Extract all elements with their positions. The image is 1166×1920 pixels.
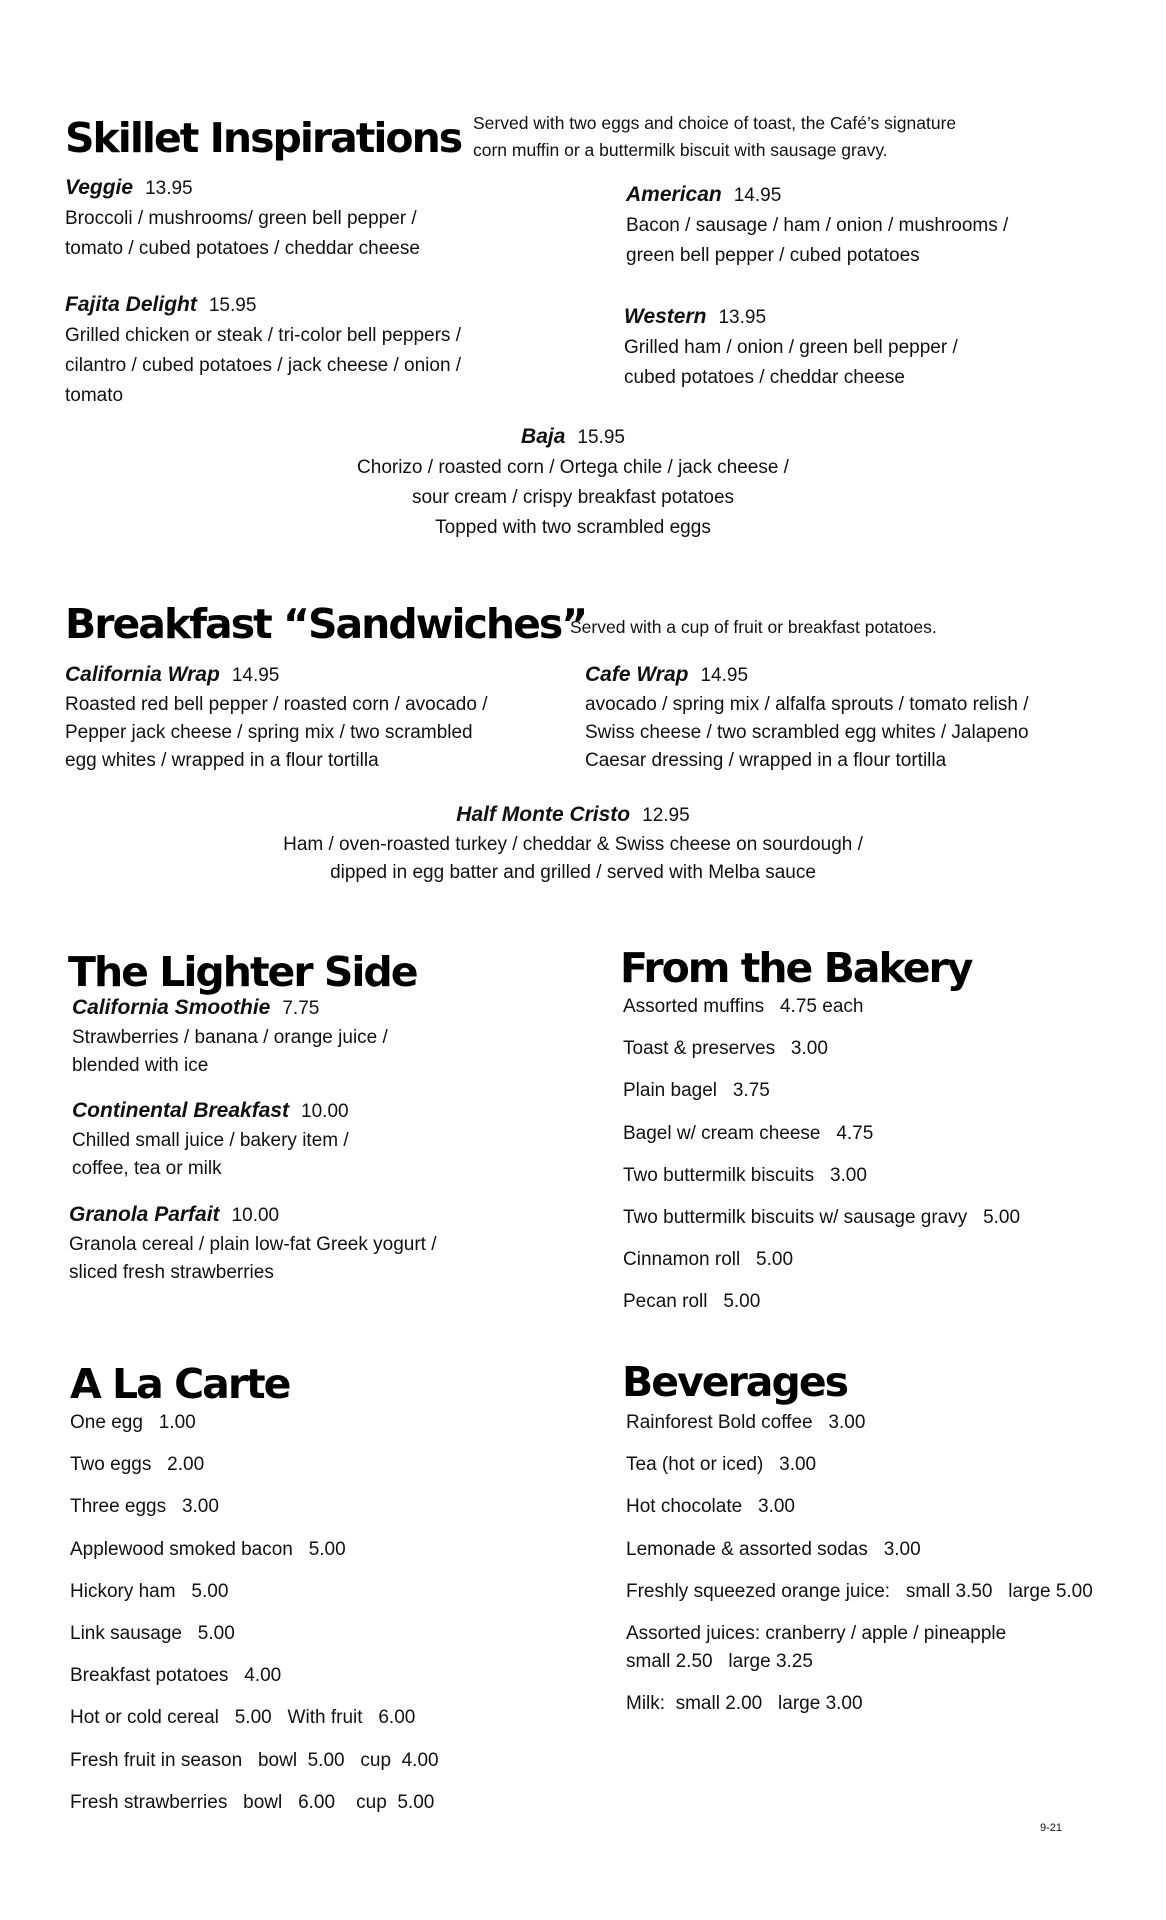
bakery-title: From the Bakery xyxy=(620,944,972,992)
item-header xyxy=(72,1096,349,1127)
item-header xyxy=(0,800,1156,831)
item-header xyxy=(65,173,420,204)
alacarte-item xyxy=(70,1409,196,1437)
item-price: 12.95 xyxy=(642,805,690,826)
beverage-item xyxy=(626,1620,1006,1676)
item-description: Pepper jack cheese / spring mix / two scrambled xyxy=(65,722,473,743)
item-description: Ham / oven-roasted turkey / cheddar & Swiss cheese on sourdough / xyxy=(283,834,863,855)
item-description: Broccoli / mushrooms/ green bell pepper / xyxy=(65,208,417,229)
item-description: Topped with two scrambled eggs xyxy=(435,517,711,538)
bakery-item xyxy=(623,1077,770,1105)
item-description: Bacon / sausage / ham / onion / mushrooms / xyxy=(626,215,1009,236)
item-text: Cinnamon roll 5.00 xyxy=(623,1249,794,1271)
item-text: Assorted muffins 4.75 each xyxy=(623,996,864,1017)
item-text: Tea (hot or iced) 3.00 xyxy=(626,1454,817,1476)
item-description: Caesar dressing / wrapped in a flour tortilla xyxy=(585,750,947,771)
beverage-item xyxy=(626,1451,816,1479)
bakery-item xyxy=(623,1246,793,1274)
item-text: Fresh fruit in season bowl 5.00 cup 4.00 xyxy=(70,1749,439,1771)
menu-item xyxy=(65,173,420,264)
menu-item xyxy=(624,302,958,393)
item-text: Two buttermilk biscuits 3.00 xyxy=(623,1164,867,1186)
item-text: Plain bagel 3.75 xyxy=(623,1080,770,1102)
item-header xyxy=(0,422,1156,453)
item-description: tomato / cubed potatoes / cheddar cheese xyxy=(65,238,420,259)
item-name: California Wrap xyxy=(65,663,220,686)
item-name: Granola Parfait xyxy=(69,1203,220,1226)
skillet-title: Skillet Inspirations xyxy=(65,114,462,162)
item-description: Grilled ham / onion / green bell pepper / xyxy=(624,337,958,358)
item-description: tomato xyxy=(65,385,124,406)
item-header xyxy=(65,290,461,321)
alacarte-item xyxy=(70,1536,346,1564)
note-line: Served with two eggs and choice of toast, the Café’s signature xyxy=(473,113,957,133)
alacarte-item xyxy=(70,1662,281,1690)
item-price: 14.95 xyxy=(231,665,280,686)
item-name: Baja xyxy=(521,425,566,448)
bakery-item xyxy=(623,1120,873,1148)
bakery-item xyxy=(623,1035,828,1063)
item-price: 13.95 xyxy=(145,178,193,199)
item-name: Continental Breakfast xyxy=(72,1099,290,1122)
item-price: 14.95 xyxy=(700,665,749,686)
item-text: Hot or cold cereal 5.00 With fruit 6.00 xyxy=(70,1707,416,1729)
item-name: American xyxy=(626,183,722,206)
item-description: Roasted red bell pepper / roasted corn / avocado / xyxy=(65,694,488,715)
alacarte-item xyxy=(70,1747,439,1775)
beverages-title: Beverages xyxy=(622,1358,848,1406)
page-code: 9-21 xyxy=(1040,1822,1063,1834)
item-name: Fajita Delight xyxy=(65,293,197,316)
menu-item xyxy=(0,800,1156,887)
item-name: Veggie xyxy=(65,176,134,199)
bakery-item xyxy=(623,993,863,1021)
alacarte-item xyxy=(70,1704,415,1732)
item-header xyxy=(72,993,388,1024)
item-description: Strawberries / banana / orange juice / xyxy=(72,1027,388,1048)
item-description: cilantro / cubed potatoes / jack cheese / onion / xyxy=(65,355,462,376)
alacarte-title: A La Carte xyxy=(70,1360,290,1408)
bakery-item xyxy=(623,1162,867,1190)
item-name: Half Monte Cristo xyxy=(456,803,631,826)
beverage-item xyxy=(626,1690,863,1718)
beverage-item xyxy=(626,1409,865,1437)
menu-item xyxy=(65,290,461,411)
menu-item xyxy=(585,660,1029,775)
item-text: Rainforest Bold coffee 3.00 xyxy=(626,1412,866,1433)
item-header xyxy=(624,302,958,333)
item-text: Fresh strawberries bowl 6.00 cup 5.00 xyxy=(70,1791,435,1813)
menu-item xyxy=(72,1096,349,1183)
beverage-item xyxy=(626,1578,1093,1606)
item-description: green bell pepper / cubed potatoes xyxy=(626,245,920,266)
item-text: Two buttermilk biscuits w/ sausage gravy 5.00 xyxy=(623,1207,1021,1228)
item-description: sliced fresh strawberries xyxy=(69,1262,274,1283)
item-description: Granola cereal / plain low-fat Greek yogurt / xyxy=(69,1234,437,1255)
item-text: Breakfast potatoes 4.00 xyxy=(70,1665,282,1687)
menu-item xyxy=(72,993,388,1080)
item-text: Applewood smoked bacon 5.00 xyxy=(70,1538,346,1560)
skillet-note xyxy=(473,110,956,164)
item-description: blended with ice xyxy=(72,1055,209,1076)
item-description: Chilled small juice / bakery item / xyxy=(72,1130,349,1151)
item-name: Western xyxy=(624,305,707,328)
alacarte-item xyxy=(70,1789,434,1817)
menu-item xyxy=(0,422,1156,543)
item-price: 15.95 xyxy=(577,427,625,448)
item-price: 13.95 xyxy=(718,307,767,328)
item-text: Freshly squeezed orange juice: small 3.50 large 5.00 xyxy=(626,1580,1093,1602)
item-description: coffee, tea or milk xyxy=(72,1158,222,1179)
alacarte-item xyxy=(70,1578,228,1606)
item-header xyxy=(69,1200,437,1231)
beverage-item xyxy=(626,1493,795,1521)
item-description: dipped in egg batter and grilled / served with Melba sauce xyxy=(330,862,816,883)
item-text: small 2.50 large 3.25 xyxy=(626,1651,813,1672)
beverage-item xyxy=(626,1536,921,1564)
item-text: Hot chocolate 3.00 xyxy=(626,1496,795,1518)
item-text: Lemonade & assorted sodas 3.00 xyxy=(626,1538,921,1560)
item-price: 10.00 xyxy=(301,1101,349,1122)
menu-item xyxy=(69,1200,437,1287)
item-text: Link sausage 5.00 xyxy=(70,1623,235,1644)
item-text: Assorted juices: cranberry / apple / pineapple xyxy=(626,1623,1007,1644)
item-description: egg whites / wrapped in a flour tortilla xyxy=(65,750,379,771)
item-description: Chorizo / roasted corn / Ortega chile / jack cheese / xyxy=(357,457,789,478)
item-price: 7.75 xyxy=(282,998,320,1019)
item-price: 15.95 xyxy=(208,295,257,316)
bakery-item xyxy=(623,1204,1020,1232)
item-text: Three eggs 3.00 xyxy=(70,1496,219,1518)
item-header xyxy=(65,660,487,691)
bakery-item xyxy=(623,1288,760,1316)
item-name: Cafe Wrap xyxy=(585,663,689,686)
sandwiches-note: Served with a cup of fruit or breakfast potatoes. xyxy=(570,617,937,637)
alacarte-item xyxy=(70,1451,204,1479)
item-description: cubed potatoes / cheddar cheese xyxy=(624,367,905,388)
item-text: Hickory ham 5.00 xyxy=(70,1580,229,1602)
menu-item xyxy=(626,180,1008,271)
item-description: sour cream / crispy breakfast potatoes xyxy=(411,487,735,508)
alacarte-item xyxy=(70,1493,219,1521)
item-text: Pecan roll 5.00 xyxy=(623,1291,761,1313)
note-line: corn muffin or a buttermilk biscuit with sausage gravy. xyxy=(473,140,888,160)
item-price: 10.00 xyxy=(231,1205,280,1226)
item-description: avocado / spring mix / alfalfa sprouts / tomato relish / xyxy=(585,694,1029,715)
item-text: One egg 1.00 xyxy=(70,1412,196,1433)
sandwiches-title: Breakfast “Sandwiches” xyxy=(65,600,587,648)
item-header xyxy=(585,660,1029,691)
item-header xyxy=(626,180,1008,211)
item-text: Toast & preserves 3.00 xyxy=(623,1038,828,1060)
item-description: Grilled chicken or steak / tri-color bell peppers / xyxy=(65,325,461,346)
item-text: Two eggs 2.00 xyxy=(70,1454,205,1476)
item-name: California Smoothie xyxy=(72,996,271,1019)
item-price: 14.95 xyxy=(733,185,782,206)
lighter-title: The Lighter Side xyxy=(68,948,417,996)
item-text: Milk: small 2.00 large 3.00 xyxy=(626,1693,863,1715)
item-description: Swiss cheese / two scrambled egg whites / Jalapeno xyxy=(585,722,1029,743)
item-text: Bagel w/ cream cheese 4.75 xyxy=(623,1122,874,1144)
menu-item xyxy=(65,660,487,775)
alacarte-item xyxy=(70,1620,235,1648)
